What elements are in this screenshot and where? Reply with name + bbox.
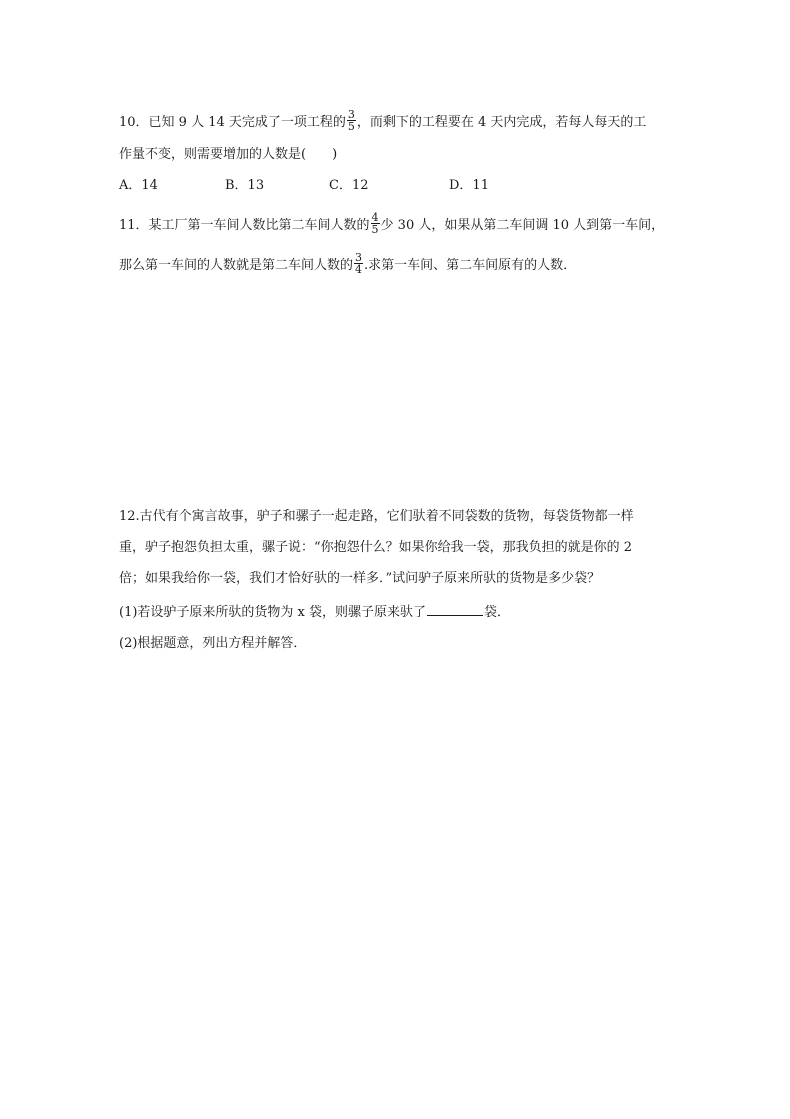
q11-fraction-2-numerator: 3 (355, 251, 363, 264)
q10-text-a: 10．已知 9 人 14 天完成了一项工程的 (119, 115, 346, 130)
q11-fraction-1-denominator: 5 (371, 223, 379, 236)
q12-line-1: 12.古代有个寓言故事，驴子和骡子一起走路，它们驮着不同袋数的货物，每袋货物都一样 (119, 509, 634, 524)
q11-fraction-1 (371, 212, 380, 235)
q12-line-3: 倍；如果我给你一袋，我们才恰好驮的一样多．”试问驴子原来所驮的货物是多少袋？ (119, 571, 601, 586)
q11-fraction-1-numerator: 4 (371, 211, 379, 224)
q12-sub-2: (2)根据题意，列出方程并解答． (119, 636, 307, 651)
q11-line-2 (119, 251, 577, 277)
q12-line-2: 重，驴子抱怨负担太重，骡子说：“你抱怨什么？如果你给我一袋，那我负担的就是你的 2 (119, 540, 633, 555)
q11-fraction-2-denominator: 4 (355, 263, 363, 276)
q12-sub-1-text-b: 袋． (484, 605, 511, 620)
q11-fraction-2 (354, 252, 363, 275)
q10-fraction-numerator: 3 (347, 108, 355, 121)
q10-option-c: C．12 (329, 178, 369, 193)
q10-line-2: 作量不变，则需要增加的人数是( ) (119, 147, 338, 162)
q10-option-a: A．14 (119, 178, 158, 193)
q10-fraction-denominator: 5 (347, 120, 355, 133)
q10-fraction (347, 109, 356, 132)
q11-line-1 (119, 211, 665, 237)
q10-text-b: ，而剩下的工程要在 4 天内完成，若每人每天的工 (356, 115, 647, 130)
q10-option-b: B．13 (225, 178, 265, 193)
q10-options (119, 177, 519, 195)
q11-text-b: 少 30 人，如果从第二车间调 10 人到第一车间， (380, 218, 665, 233)
q12-sub-1 (119, 603, 510, 622)
q10-option-d: D．11 (449, 178, 489, 193)
q11-text-d: .求第一车间、第二车间原有的人数． (364, 258, 577, 273)
q11-text-a: 11．某工厂第一车间人数比第二车间人数的 (119, 218, 370, 233)
q12-sub-1-text-a: (1)若设驴子原来所驮的货物为 x 袋，则骡子原来驮了 (119, 605, 427, 620)
q10-line-1 (119, 108, 647, 134)
q11-text-c: 那么第一车间的人数就是第二车间人数的 (119, 258, 354, 273)
answer-blank[interactable] (427, 603, 483, 616)
